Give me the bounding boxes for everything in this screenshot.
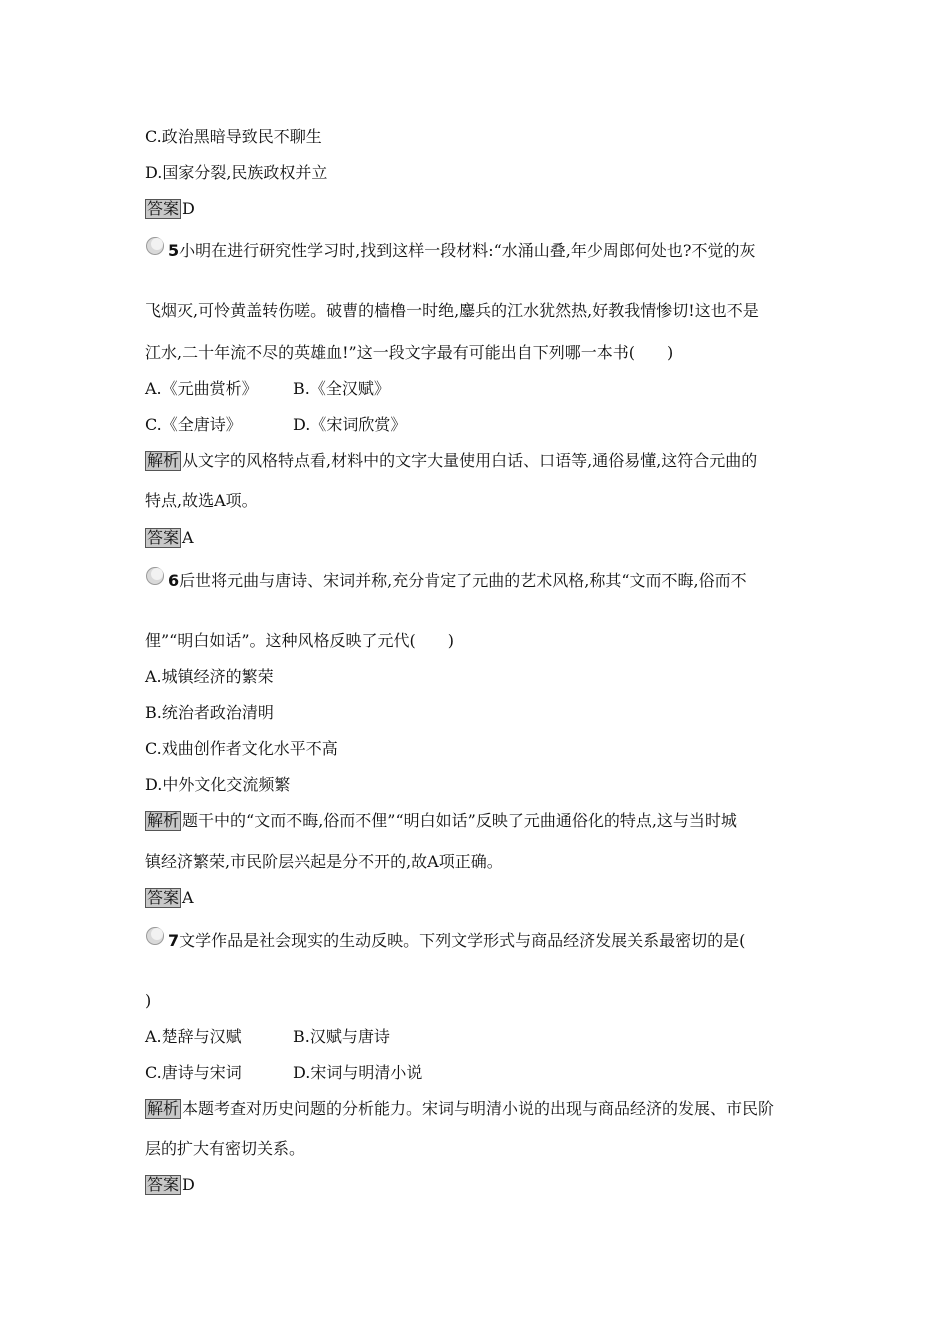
q6-option-b: B.统治者政治清明	[145, 703, 274, 722]
q6-analysis-text: 题干中的“文而不晦,俗而不俚”“明白如话”反映了元曲通俗化的特点,这与当时城	[182, 811, 737, 830]
analysis-tag: 解析	[147, 1099, 180, 1118]
question-number: 5	[168, 241, 180, 260]
question-marker-icon	[145, 926, 165, 946]
q6-stem-line2: 俚”“明白如话”。这种风格反映了元代( )	[145, 631, 455, 650]
q7-answer	[145, 1174, 195, 1196]
q7-option-d: D.宋词与明清小说	[293, 1063, 423, 1082]
q5-option-b: B.《全汉赋》	[293, 379, 390, 398]
q7-stem-line2: )	[145, 991, 152, 1010]
q6-answer	[145, 887, 194, 909]
question-marker-icon	[145, 236, 165, 256]
q6-analysis-line2: 镇经济繁荣,市民阶层兴起是分不开的,故A项正确。	[145, 852, 503, 871]
q7-option-b: B.汉赋与唐诗	[293, 1027, 390, 1046]
question-number: 7	[168, 931, 180, 950]
analysis-tag: 解析	[147, 451, 180, 470]
q5-options-ab	[145, 378, 258, 400]
q7-analysis-text: 本题考查对历史问题的分析能力。宋词与明清小说的出现与商品经济的发展、市民阶	[182, 1099, 775, 1118]
analysis-tag: 解析	[147, 811, 180, 830]
q4-answer	[145, 198, 195, 220]
q5-option-d: D.《宋词欣赏》	[293, 415, 407, 434]
q4-option-c: C.政治黑暗导致民不聊生	[145, 127, 322, 146]
q4-option-d: D.国家分裂,民族政权并立	[145, 163, 328, 182]
q7-stem-line1	[168, 930, 745, 952]
q6-stem-text: 后世将元曲与唐诗、宋词并称,充分肯定了元曲的艺术风格,称其“文而不晦,俗而不	[179, 571, 747, 590]
q5-stem-line2: 飞烟灭,可怜黄盖转伤嗟。破曹的樯橹一时绝,鏖兵的江水犹然热,好教我情惨切!这也不是	[145, 301, 759, 320]
q5-option-c: C.《全唐诗》	[145, 415, 242, 434]
q7-analysis-line1	[145, 1098, 774, 1120]
answer-tag: 答案	[147, 528, 180, 547]
question-marker-icon	[145, 566, 165, 586]
q7-option-a: A.楚辞与汉赋	[145, 1027, 242, 1046]
answer-value: D	[182, 1175, 195, 1194]
q7-analysis-line2: 层的扩大有密切关系。	[145, 1139, 306, 1158]
answer-value: D	[182, 199, 195, 218]
q5-option-a: A.《元曲赏析》	[145, 379, 258, 398]
answer-tag: 答案	[147, 199, 180, 218]
q6-option-a: A.城镇经济的繁荣	[145, 667, 274, 686]
q5-stem-text: 小明在进行研究性学习时,找到这样一段材料:“水涌山叠,年少周郎何处也?不觉的灰	[179, 241, 756, 260]
q5-analysis-line2: 特点,故选A项。	[145, 491, 258, 510]
q6-analysis-line1	[145, 810, 737, 832]
q5-stem-line1	[168, 240, 755, 262]
question-number: 6	[168, 571, 180, 590]
q6-option-d: D.中外文化交流频繁	[145, 775, 291, 794]
answer-tag: 答案	[147, 888, 180, 907]
q7-option-c: C.唐诗与宋词	[145, 1063, 242, 1082]
answer-value: A	[182, 888, 194, 907]
q5-analysis-text: 从文字的风格特点看,材料中的文字大量使用白话、口语等,通俗易懂,这符合元曲的	[182, 451, 758, 470]
answer-tag: 答案	[147, 1175, 180, 1194]
q5-analysis-line1	[145, 450, 757, 472]
answer-value: A	[182, 528, 194, 547]
q6-stem-line1	[168, 570, 747, 592]
q5-answer	[145, 527, 194, 549]
q6-option-c: C.戏曲创作者文化水平不高	[145, 739, 338, 758]
q5-stem-line3: 江水,二十年流不尽的英雄血!”这一段文字最有可能出自下列哪一本书( )	[145, 343, 674, 362]
q7-stem-text: 文学作品是社会现实的生动反映。下列文学形式与商品经济发展关系最密切的是(	[179, 931, 746, 950]
